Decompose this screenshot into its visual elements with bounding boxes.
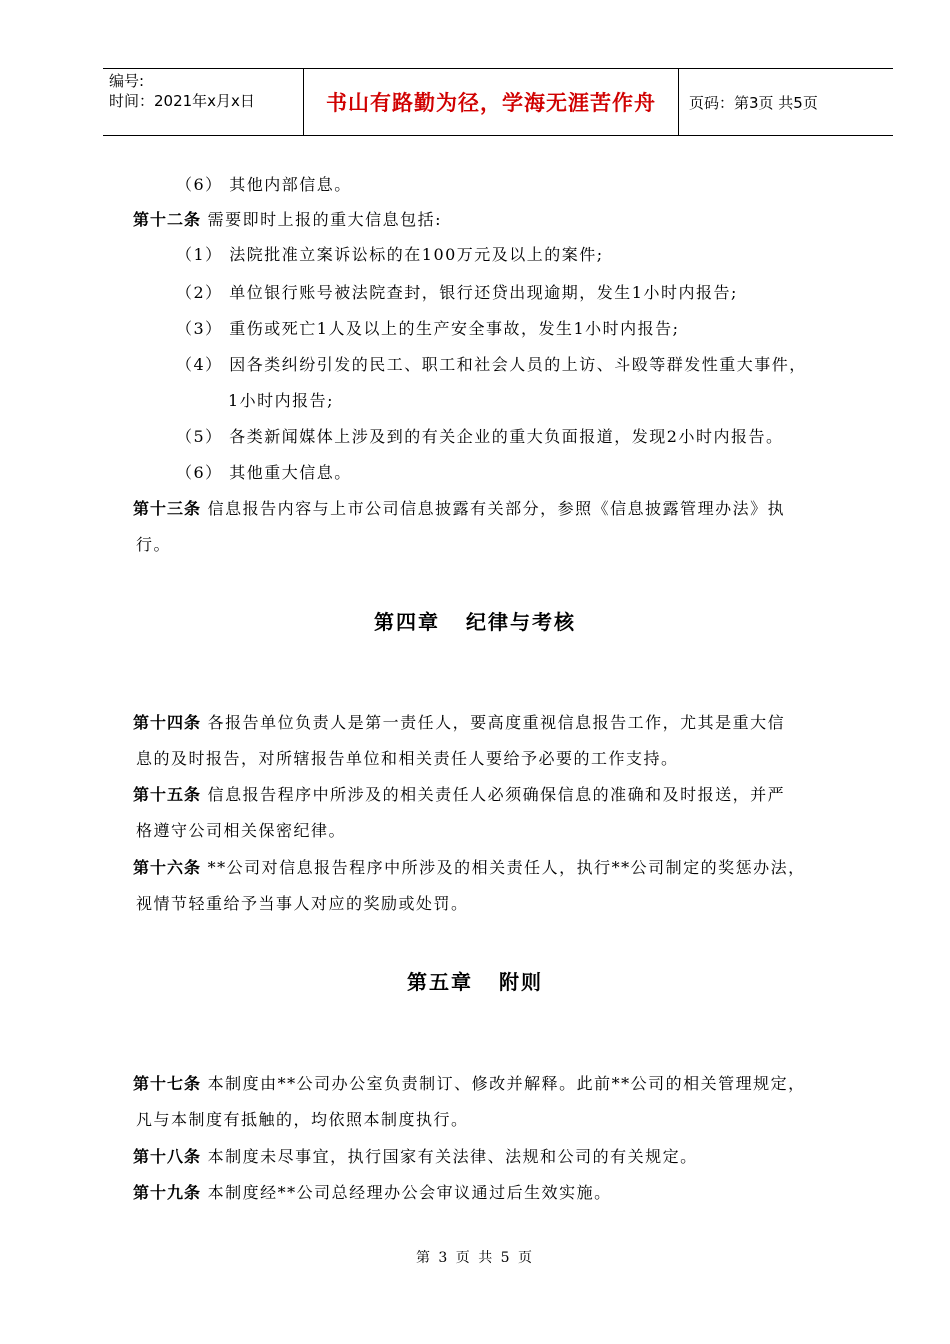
- page-footer: 第 3 页 共 5 页: [415, 1250, 535, 1266]
- chapter-number: 第四章: [374, 610, 440, 634]
- article-continued: 视情节轻重给予当事人对应的奖励或处罚。: [136, 894, 469, 913]
- article-text: 本制度经**公司总经理办公会审议通过后生效实施。: [201, 1183, 612, 1202]
- article-text: 本制度未尽事宜，执行国家有关法律、法规和公司的有关规定。: [201, 1147, 698, 1166]
- document-time-label: 时间：2021年x月x日: [109, 92, 255, 110]
- article-text: 需要即时上报的重大信息包括:: [201, 210, 442, 229]
- article-text: **公司对信息报告程序中所涉及的相关责任人，执行**公司制定的奖惩办法，: [201, 858, 806, 877]
- article-text: 信息报告程序中所涉及的相关责任人必须确保信息的准确和及时报送，并严: [201, 785, 786, 804]
- article-heading: 第十二条: [133, 210, 202, 229]
- item-line: （5） 各类新闻媒体上涉及到的有关企业的重大负面报道，发现2小时内报告。: [176, 427, 784, 446]
- chapter-title: 附则: [499, 970, 543, 994]
- article-12: [133, 207, 442, 230]
- item-line: （4） 因各类纠纷引发的民工、职工和社会人员的上访、斗殴等群发性重大事件，: [176, 355, 807, 374]
- article-heading: 第十六条: [133, 858, 202, 877]
- article-heading: 第十三条: [133, 499, 202, 518]
- chapter-4-heading: [0, 606, 950, 635]
- item-line: （6） 其他重大信息。: [176, 463, 352, 482]
- page-header: [103, 68, 893, 136]
- chapter-5-heading: [0, 966, 950, 995]
- article-heading: 第十五条: [133, 785, 202, 804]
- header-meta: [103, 69, 303, 135]
- article-text: 信息报告内容与上市公司信息披露有关部分，参照《信息披露管理办法》执: [201, 499, 786, 518]
- item-line: （3） 重伤或死亡1人及以上的生产安全事故，发生1小时内报告;: [176, 319, 680, 338]
- document-number-label: 编号:: [109, 72, 145, 90]
- article-text: 各报告单位负责人是第一责任人，要高度重视信息报告工作，尤其是重大信: [201, 713, 786, 732]
- chapter-title: 纪律与考核: [466, 610, 576, 634]
- header-page-info: 页码：第3页 共5页: [689, 93, 818, 112]
- item-line: （1） 法院批准立案诉讼标的在100万元及以上的案件;: [176, 245, 604, 264]
- article-continued: 格遵守公司相关保密纪律。: [136, 821, 347, 840]
- article-15: [133, 782, 785, 805]
- article-continued: 凡与本制度有抵触的，均依照本制度执行。: [136, 1110, 469, 1129]
- article-continued: 行。: [136, 535, 172, 554]
- article-continued: 息的及时报告，对所辖报告单位和相关责任人要给予必要的工作支持。: [136, 749, 679, 768]
- item-line: （2） 单位银行账号被法院查封，银行还贷出现逾期，发生1小时内报告;: [176, 283, 738, 302]
- article-14: [133, 710, 785, 733]
- item-line-continued: 1小时内报告;: [228, 391, 335, 410]
- article-heading: 第十九条: [133, 1183, 202, 1202]
- item-line: （6） 其他内部信息。: [176, 175, 352, 194]
- header-motto: 书山有路勤为径，学海无涯苦作舟: [303, 69, 679, 135]
- article-13: [133, 496, 785, 519]
- article-16: [133, 855, 806, 878]
- article-19: [133, 1180, 612, 1203]
- article-17: [133, 1071, 806, 1094]
- article-18: [133, 1144, 698, 1167]
- article-heading: 第十八条: [133, 1147, 202, 1166]
- chapter-number: 第五章: [407, 970, 473, 994]
- article-heading: 第十七条: [133, 1074, 202, 1093]
- article-heading: 第十四条: [133, 713, 202, 732]
- article-text: 本制度由**公司办公室负责制订、修改并解释。此前**公司的相关管理规定，: [201, 1074, 806, 1093]
